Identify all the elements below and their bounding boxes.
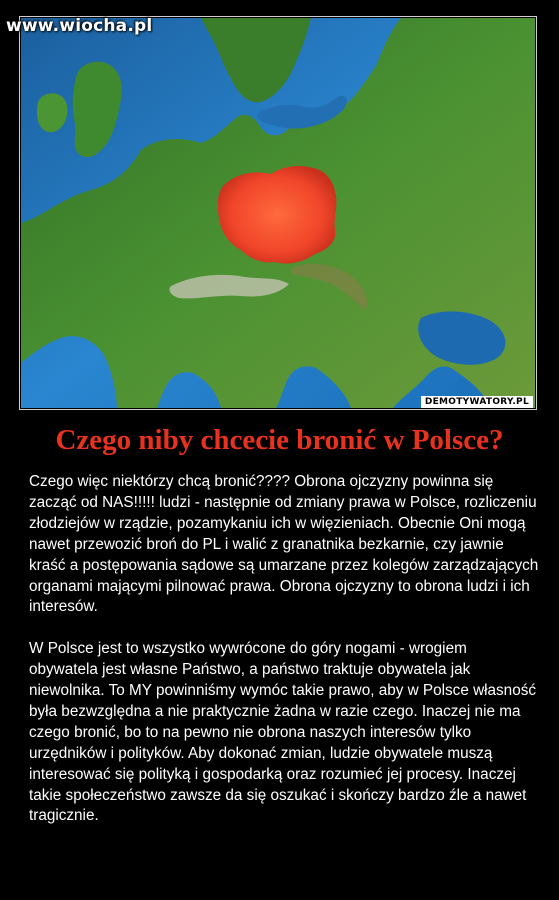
paragraph: W Polsce jest to wszystko wywrócone do góry nogami - wrogiem obywatela jest własne Państwo, a państwo traktuje obywatela jak niewolnika. To MY powinniśmy wymóc takie prawo, aby w Polsce własność była bezwzględna a nie praktycznie żadna w razie czego. Inaczej nie ma czego bronić, bo to na pewno nie obrona naszych interesów tylko urzędników i polityków. Aby dokonać zmian, ludzie obywatele muszą interesować się polityką i gospodarką oraz rozumieć jej procesy. Inaczej takie społeczeństwo zawsze da się oszukać i skończy bardzo źle a nawet tragicznie. (29, 640, 536, 825)
europe-map-image (21, 18, 535, 408)
image-frame (19, 16, 537, 410)
body-text (29, 472, 539, 827)
page-title: Czego niby chcecie bronić w Polsce? (55, 424, 504, 456)
site-watermark: www.wiocha.pl (6, 16, 153, 36)
paragraph: Czego więc niektórzy chcą bronić???? Obrona ojczyzny powinna się zacząć od NAS!!!!! ludzi - następnie od zmiany prawa w Polsce, rozliczeniu złodziejów w rządzie, pozamykaniu ich w więzieniach. Obecnie Oni mogą nawet przewozić broń do PL i walić z granatnika bezkarnie, czy jawnie kraść a postępowania sądowe są umarzane przez kolegów zarządzających organami mającymi pilnować prawa. Obrona ojczyzny to obrona ludzi i ich interesów. (29, 473, 539, 616)
demotywatory-badge: DEMOTYWATORY.PL (421, 396, 533, 408)
